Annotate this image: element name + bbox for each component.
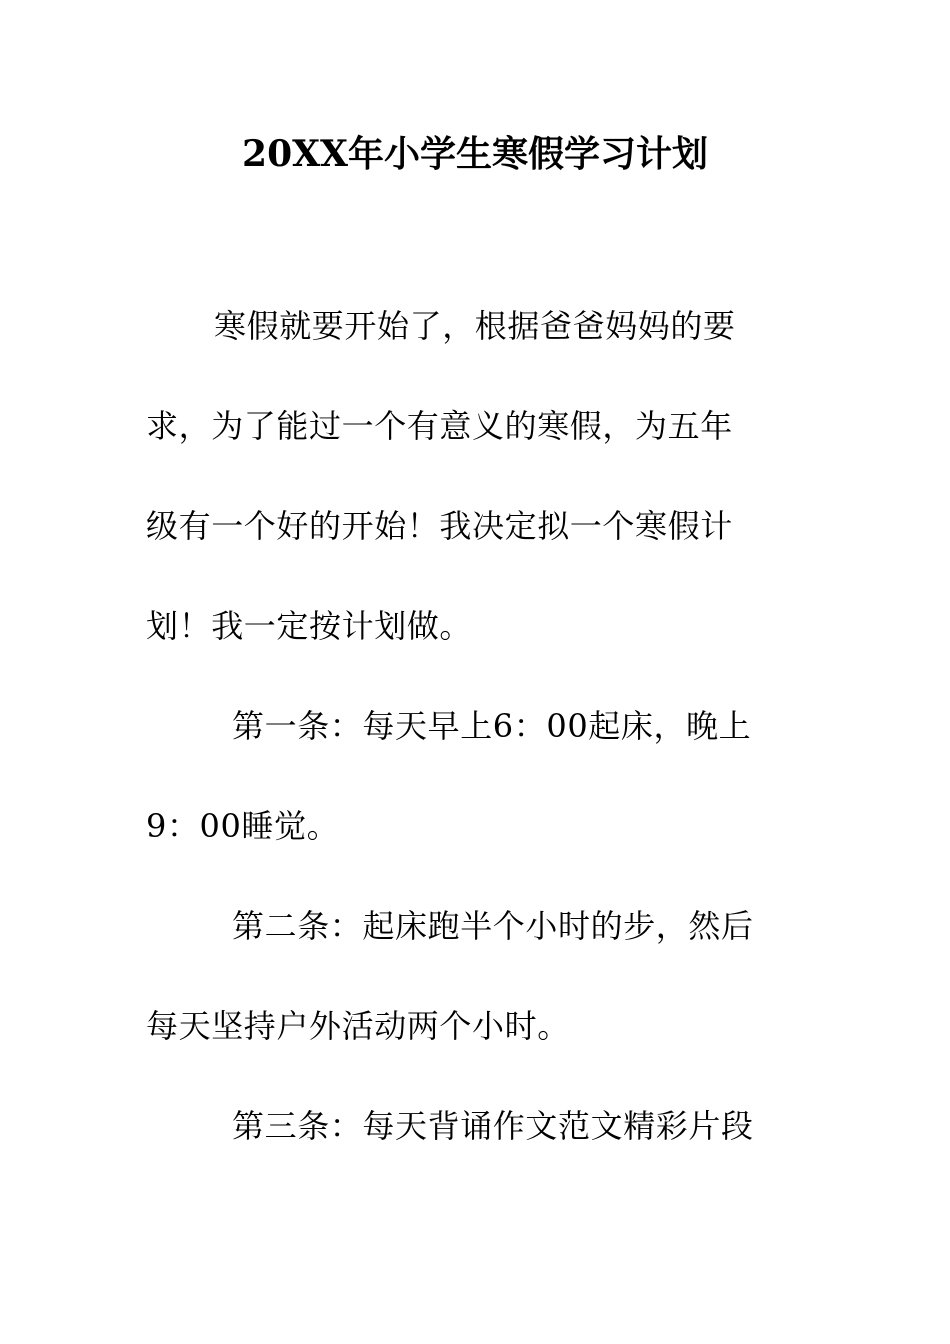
- paragraph-line: 第二条：起床跑半个小时的步，然后: [232, 907, 754, 945]
- paragraph-line: 划！我一定按计划做。: [146, 607, 473, 645]
- document-title: 20XX年小学生寒假学习计划: [242, 133, 708, 175]
- paragraph-line: 第三条：每天背诵作文范文精彩片段: [232, 1107, 754, 1145]
- paragraph-line: 级有一个好的开始！我决定拟一个寒假计: [146, 507, 733, 545]
- paragraph-line: 寒假就要开始了，根据爸爸妈妈的要: [214, 307, 736, 345]
- paragraph-line: 第一条：每天早上6：00起床，晚上: [232, 707, 752, 745]
- paragraph-line: 9：00睡觉。: [146, 807, 340, 845]
- paragraph-line: 求，为了能过一个有意义的寒假，为五年: [146, 407, 733, 445]
- paragraph-line: 每天坚持户外活动两个小时。: [146, 1007, 570, 1045]
